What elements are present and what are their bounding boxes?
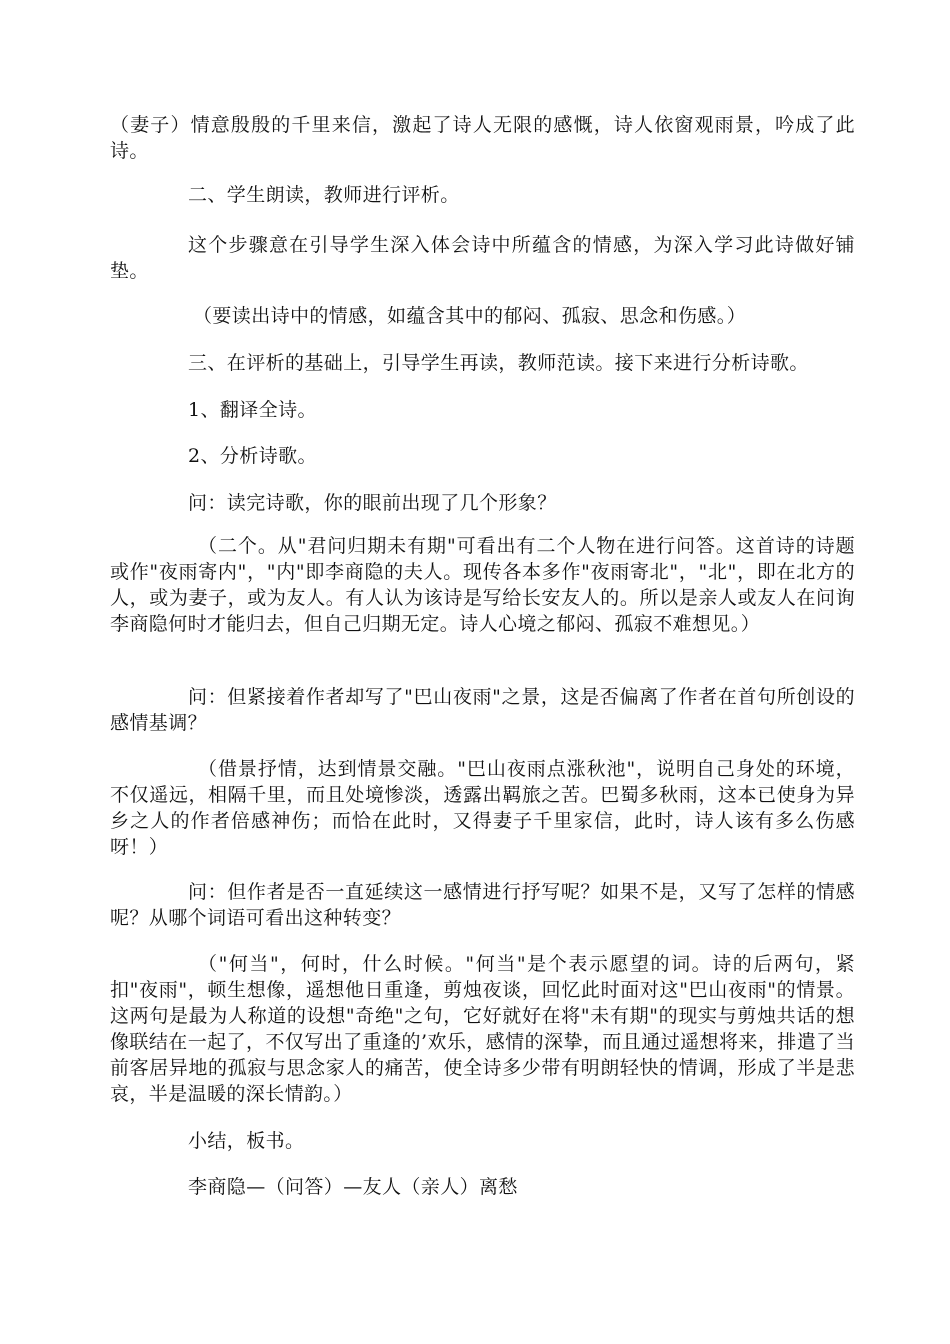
summary-heading: 小结，板书。	[188, 1130, 305, 1152]
question-2: 问：但紧接着作者却写了"巴山夜雨"之景，这是否偏离了作者在首句所创设的感情基调？	[110, 686, 855, 734]
question-1: 问：读完诗歌，你的眼前出现了几个形象？	[188, 492, 557, 514]
list-item-analyze: 2、分析诗歌。	[188, 445, 317, 467]
board-writing: 李商隐—（问答）—友人（亲人）离愁	[188, 1176, 518, 1198]
paragraph-reading-note: （要读出诗中的情感，如蕴含其中的郁闷、孤寂、思念和伤感。）	[193, 305, 747, 327]
list-item-translate: 1、翻译全诗。	[188, 399, 317, 421]
paragraph-intro-continued: （妻子）情意殷殷的千里来信，激起了诗人无限的感慨，诗人依窗观雨景，吟成了此诗。	[110, 114, 855, 162]
paragraph-step-purpose: 这个步骤意在引导学生深入体会诗中所蕴含的情感，为深入学习此诗做好铺垫。	[110, 234, 855, 282]
question-3: 问：但作者是否一直延续这一感情进行抒写呢？如果不是，又写了怎样的情感呢？从哪个词语可看出这种转变？	[110, 881, 855, 929]
answer-2: （借景抒情，达到情景交融。"巴山夜雨点涨秋池"，说明自己身处的环境，不仅遥远，相隔千里，而且处境惨淡，透露出羁旅之苦。巴蜀多秋雨，这本已使身为异乡之人的作者倍感神伤；而恰在此时，又得妻子千里家信，此时，诗人该有多么伤感呀！）	[110, 758, 855, 858]
answer-1: （二个。从"君问归期未有期"可看出有二个人物在进行问答。这首诗的诗题或作"夜雨寄内"，"内"即李商隐的夫人。现传各本多作"夜雨寄北"，"北"，即在北方的人，或为妻子，或为友人。有人认为该诗是写给长安友人的。所以是亲人或友人在问询李商隐何时才能归去，但自己归期无定。诗人心境之郁闷、孤寂不难想见。）	[110, 535, 855, 635]
section-heading-3: 三、在评析的基础上，引导学生再读，教师范读。接下来进行分析诗歌。	[188, 352, 809, 374]
answer-3: （"何当"，何时，什么时候。"何当"是个表示愿望的词。诗的后两句，紧扣"夜雨"，顿生想像，遥想他日重逢，剪烛夜谈，回忆此时面对这"巴山夜雨"的情景。这两句是最为人称道的设想"奇绝"之句，它好就好在将"未有期"的现实与剪烛共话的想像联结在一起了，不仅写出了重逢的’欢乐，感情的深挚，而且通过遥想将来，排遣了当前客居异地的孤寂与思念家人的痛苦，使全诗多少带有明朗轻快的情调，形成了半是悲哀，半是温暖的深长情韵。）	[110, 953, 855, 1105]
section-heading-2: 二、学生朗读，教师进行评析。	[188, 184, 460, 206]
